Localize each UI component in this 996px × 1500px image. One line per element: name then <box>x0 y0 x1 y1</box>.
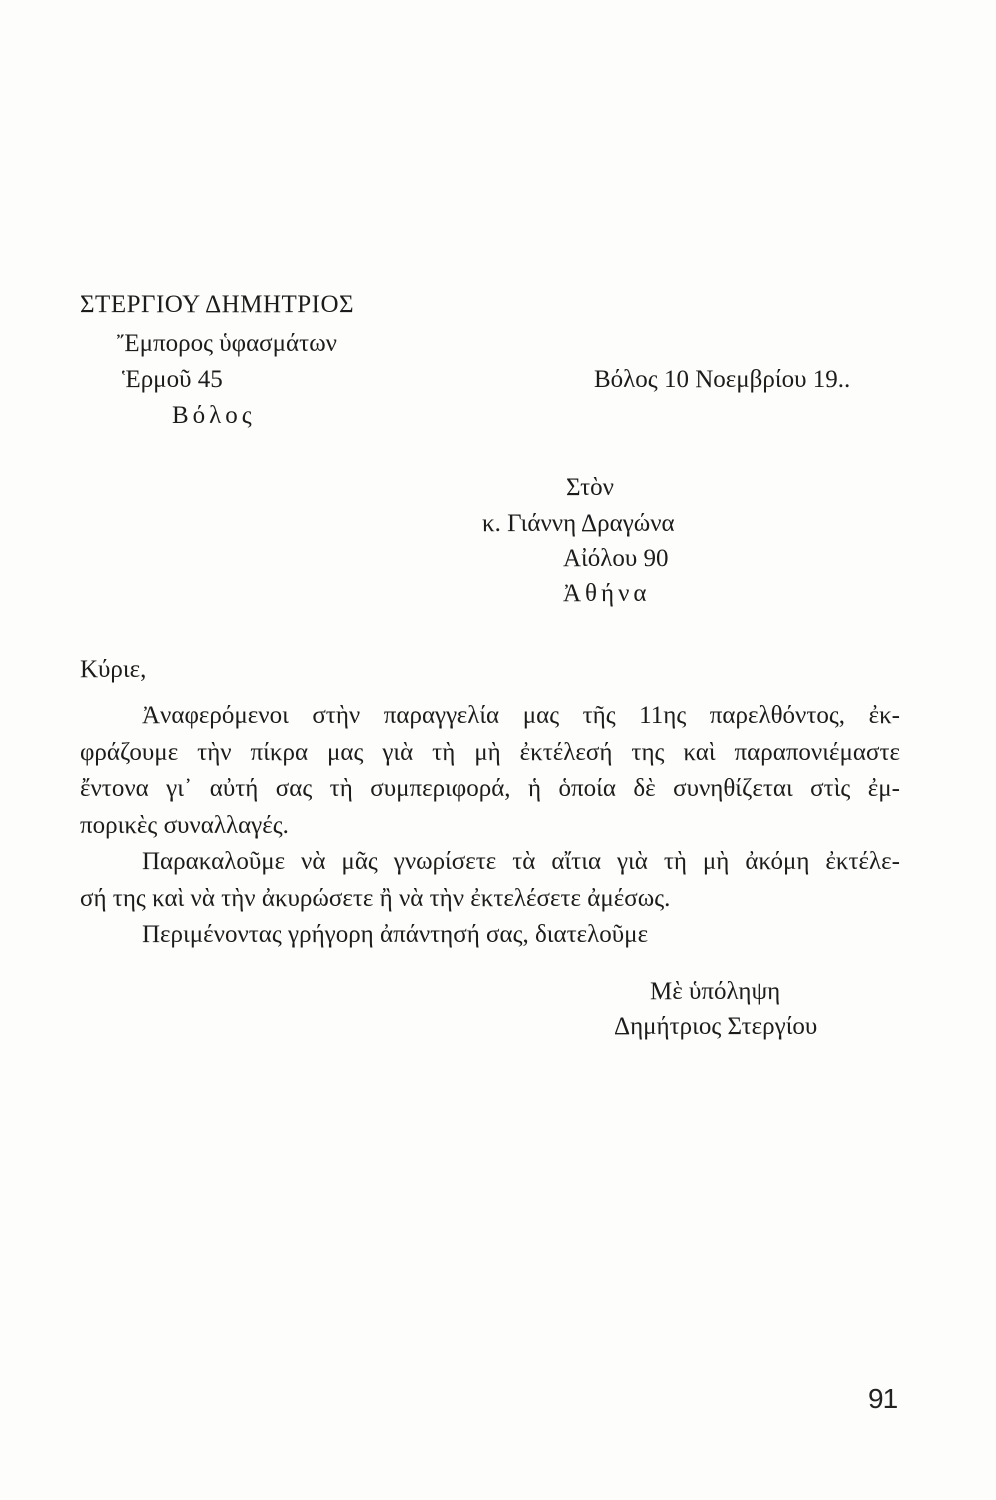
page-number: 91 <box>868 1383 898 1414</box>
paragraph-line: πορικὲς συναλλαγές. <box>80 811 289 839</box>
sender-trade: Ἔμπορος ὑφασμάτων <box>117 330 337 357</box>
salutation: Κύριε, <box>80 656 147 683</box>
letter-body <box>80 698 900 954</box>
paragraph-line: ἔντονα γι᾽ αὐτή σας τὴ συμπεριφορά, ἡ ὁποία δὲ συνηθίζεται στὶς ἐμ- <box>80 775 900 802</box>
recipient-city: Ἀθήνα <box>563 580 651 607</box>
recipient-prefix: Στὸν <box>566 474 614 501</box>
recipient-name: κ. Γιάννη Δραγώνα <box>482 510 675 537</box>
closing-phrase: Μὲ ὑπόληψη <box>650 978 781 1005</box>
paragraph-line: Περιμένοντας γρήγορη ἀπάντησή σας, διατελοῦμε <box>142 921 649 948</box>
sender-name: ΣΤΕΡΓΙΟΥ ΔΗΜΗΤΡΙΟΣ <box>80 291 355 318</box>
paragraph <box>80 844 900 917</box>
signature: Δημήτριος Στεργίου <box>614 1013 818 1040</box>
paragraph-line: σή της καὶ νὰ τὴν ἀκυρώσετε ἢ νὰ τὴν ἐκτελέσετε ἀμέσως. <box>80 884 671 912</box>
sender-street: Ἑρμοῦ 45 <box>122 366 223 393</box>
paragraph-line: φράζουμε τὴν πίκρα μας γιὰ τὴ μὴ ἐκτέλεσή της καὶ παραπονιέμαστε <box>80 738 900 766</box>
paragraph-line: Ἀναφερόμενοι στὴν παραγγελία μας τῆς 11ης παρελθόντος, ἐκ- <box>142 702 900 729</box>
paragraph <box>80 698 900 844</box>
recipient-street: Αἰόλου 90 <box>563 545 669 572</box>
sender-city: Βόλος <box>172 402 256 429</box>
paragraph-line: Παρακαλοῦμε νὰ μᾶς γνωρίσετε τὰ αἴτια γιὰ τὴ μὴ ἀκόμη ἐκτέλε- <box>142 848 900 875</box>
letter-date: Βόλος 10 Νοεμβρίου 19.. <box>594 366 851 393</box>
paragraph <box>80 917 900 954</box>
